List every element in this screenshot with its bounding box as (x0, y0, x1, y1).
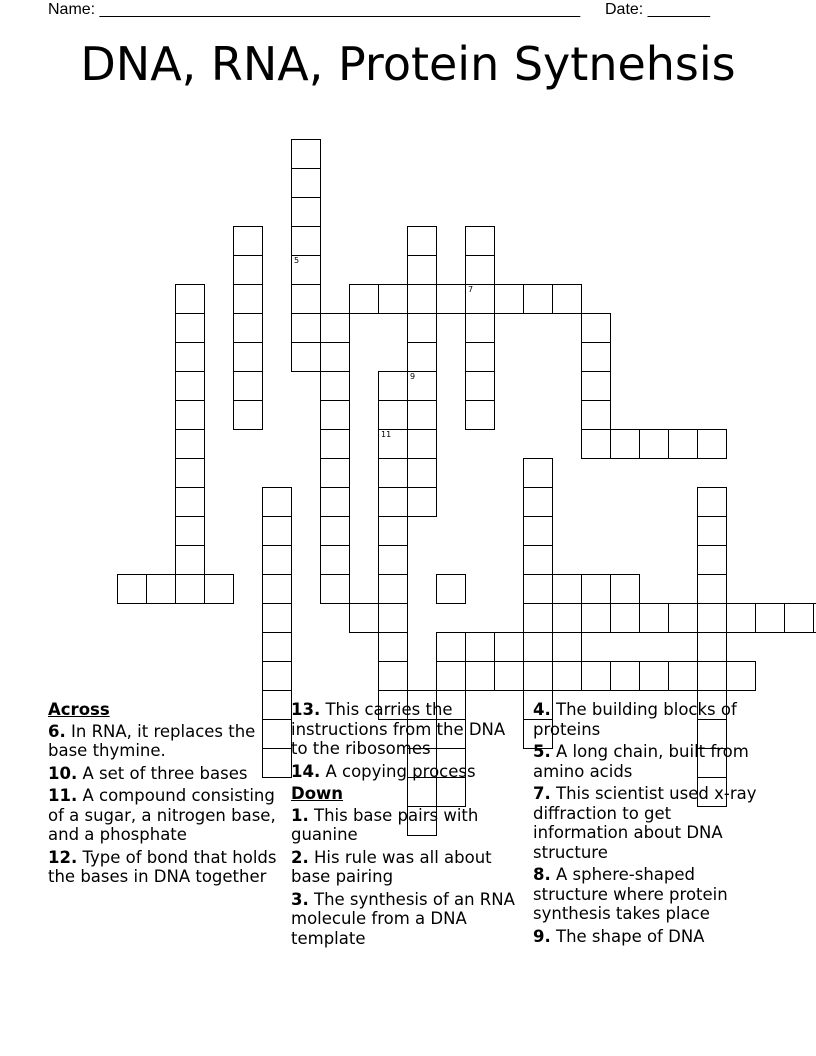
crossword-cell[interactable] (175, 516, 205, 546)
crossword-cell[interactable] (320, 313, 350, 343)
crossword-cell[interactable] (552, 661, 582, 691)
crossword-cell[interactable] (291, 168, 321, 198)
crossword-cell[interactable] (726, 661, 756, 691)
crossword-cell[interactable] (349, 603, 379, 633)
name-blank[interactable]: ______________________________________________________ (99, 1, 581, 18)
crossword-cell[interactable] (697, 632, 727, 662)
crossword-cell[interactable] (378, 284, 408, 314)
crossword-cell[interactable] (523, 632, 553, 662)
crossword-cell[interactable] (784, 603, 814, 633)
crossword-cell[interactable] (262, 487, 292, 517)
clue-number: 5 (294, 256, 300, 265)
crossword-cell[interactable] (523, 574, 553, 604)
clue-down-1: 1. This base pairs with guanine (291, 805, 479, 844)
clue-down-8: 8. A sphere-shaped structure where protein synthesis takes place (533, 865, 728, 923)
crossword-cell[interactable] (175, 284, 205, 314)
crossword-cell[interactable] (320, 545, 350, 575)
clue-down-9: 9. The shape of DNA (533, 926, 705, 946)
crossword-cell[interactable] (407, 400, 437, 430)
crossword-cell[interactable] (523, 284, 553, 314)
crossword-cell[interactable] (436, 661, 466, 691)
crossword-cell[interactable] (175, 487, 205, 517)
crossword-cell[interactable] (407, 313, 437, 343)
crossword-cell[interactable] (378, 545, 408, 575)
crossword-cell[interactable] (523, 603, 553, 633)
clue-across-10: 10. A set of three bases (48, 763, 248, 783)
crossword-cell[interactable] (291, 313, 321, 343)
crossword-cell[interactable] (320, 371, 350, 401)
crossword-cell[interactable] (262, 603, 292, 633)
crossword-cell[interactable] (262, 661, 292, 691)
crossword-cell[interactable] (175, 458, 205, 488)
crossword-cell[interactable] (465, 255, 495, 285)
clue-down-4: 4. The building blocks of proteins (533, 700, 737, 739)
crossword-cell[interactable] (117, 574, 147, 604)
crossword-cell[interactable] (697, 574, 727, 604)
crossword-cell[interactable] (465, 284, 495, 314)
crossword-cell[interactable] (494, 632, 524, 662)
clue-across-6: 6. In RNA, it replaces the base thymine. (48, 721, 256, 760)
crossword-cell[interactable] (407, 284, 437, 314)
date-label: Date: (605, 1, 644, 18)
crossword-cell[interactable] (262, 574, 292, 604)
crossword-cell[interactable] (465, 400, 495, 430)
crossword-cell[interactable] (378, 487, 408, 517)
crossword-cell[interactable] (755, 603, 785, 633)
across-heading: Across (48, 700, 110, 719)
crossword-cell[interactable] (552, 574, 582, 604)
crossword-cell[interactable] (552, 284, 582, 314)
crossword-cell[interactable] (581, 603, 611, 633)
crossword-cell[interactable] (697, 516, 727, 546)
crossword-cell[interactable] (581, 400, 611, 430)
crossword-cell[interactable] (320, 516, 350, 546)
crossword-cell[interactable] (581, 429, 611, 459)
crossword-cell[interactable] (494, 661, 524, 691)
crossword-cell[interactable] (697, 487, 727, 517)
crossword-cell[interactable] (639, 429, 669, 459)
crossword-cell[interactable] (668, 603, 698, 633)
crossword-cell[interactable] (581, 371, 611, 401)
crossword-cell[interactable] (378, 429, 408, 459)
clue-across-13: 13. This carries the instructions from the DNA to the ribosomes (291, 700, 506, 758)
crossword-cell[interactable] (465, 226, 495, 256)
clues-column-2 (291, 700, 523, 951)
crossword-cell[interactable] (523, 487, 553, 517)
crossword-cell[interactable] (697, 661, 727, 691)
crossword-cell[interactable] (320, 400, 350, 430)
crossword-cell[interactable] (378, 458, 408, 488)
crossword-cell[interactable] (262, 545, 292, 575)
crossword-cell[interactable] (610, 574, 640, 604)
clue-down-3: 3. The synthesis of an RNA molecule from a DNA template (291, 889, 515, 948)
crossword-cell[interactable] (233, 342, 263, 372)
crossword-cell[interactable] (465, 313, 495, 343)
crossword-cell[interactable] (291, 139, 321, 169)
crossword-cell[interactable] (407, 429, 437, 459)
crossword-cell[interactable] (291, 255, 321, 285)
crossword-cell[interactable] (581, 313, 611, 343)
crossword-cell[interactable] (233, 313, 263, 343)
crossword-cell[interactable] (175, 400, 205, 430)
crossword-cell[interactable] (175, 429, 205, 459)
crossword-cell[interactable] (175, 545, 205, 575)
crossword-cell[interactable] (320, 487, 350, 517)
crossword-cell[interactable] (523, 661, 553, 691)
crossword-cell[interactable] (175, 574, 205, 604)
crossword-cell[interactable] (378, 603, 408, 633)
crossword-cell[interactable] (146, 574, 176, 604)
crossword-cell[interactable] (291, 284, 321, 314)
date-blank[interactable]: _______ (647, 1, 710, 18)
crossword-cell[interactable] (262, 516, 292, 546)
crossword-cell[interactable] (233, 255, 263, 285)
crossword-cell[interactable] (175, 371, 205, 401)
crossword-cell[interactable] (552, 632, 582, 662)
crossword-cell[interactable] (320, 458, 350, 488)
clue-down-5: 5. A long chain, built from amino acids (533, 742, 749, 781)
crossword-cell[interactable] (407, 371, 437, 401)
crossword-cell[interactable] (233, 371, 263, 401)
crossword-cell[interactable] (378, 632, 408, 662)
crossword-cell[interactable] (320, 429, 350, 459)
crossword-cell[interactable] (552, 603, 582, 633)
crossword-cell[interactable] (697, 545, 727, 575)
crossword-cell[interactable] (407, 342, 437, 372)
crossword-cell[interactable] (668, 661, 698, 691)
crossword-cell[interactable] (291, 342, 321, 372)
crossword-cell[interactable] (436, 284, 466, 314)
clues-column-3 (533, 700, 765, 949)
crossword-cell[interactable] (668, 429, 698, 459)
crossword-cell[interactable] (175, 313, 205, 343)
crossword-cell[interactable] (581, 574, 611, 604)
crossword-cell[interactable] (320, 574, 350, 604)
crossword-cell[interactable] (204, 574, 234, 604)
crossword-cell[interactable] (233, 400, 263, 430)
crossword-cell[interactable] (523, 458, 553, 488)
clue-down-7: 7. This scientist used x-ray diffraction to get information about DNA structure (533, 784, 757, 862)
crossword-cell[interactable] (407, 226, 437, 256)
crossword-cell[interactable] (610, 603, 640, 633)
crossword-cell[interactable] (436, 632, 466, 662)
crossword-cell[interactable] (378, 400, 408, 430)
crossword-cell[interactable] (523, 545, 553, 575)
crossword-cell[interactable] (378, 574, 408, 604)
clue-across-12: 12. Type of bond that holds the bases in DNA together (48, 847, 277, 886)
crossword-cell[interactable] (465, 342, 495, 372)
crossword-cell[interactable] (407, 255, 437, 285)
page-title: DNA, RNA, Protein Sytnehsis (80, 37, 736, 91)
clue-number: 11 (381, 430, 392, 439)
crossword-cell[interactable] (291, 197, 321, 227)
clue-across-11: 11. A compound consisting of a sugar, a nitrogen base, and a phosphate (48, 786, 276, 844)
clue-down-2: 2. His rule was all about base pairing (291, 847, 492, 886)
crossword-cell[interactable] (349, 284, 379, 314)
crossword-cell[interactable] (697, 603, 727, 633)
crossword-cell[interactable] (465, 371, 495, 401)
crossword-cell[interactable] (378, 516, 408, 546)
crossword-cell[interactable] (639, 661, 669, 691)
crossword-cell[interactable] (175, 342, 205, 372)
crossword-cell[interactable] (233, 284, 263, 314)
down-heading: Down (291, 784, 344, 803)
crossword-cell[interactable] (610, 429, 640, 459)
crossword-cell[interactable] (465, 632, 495, 662)
clues-column-1 (48, 700, 280, 890)
crossword-cell[interactable] (726, 603, 756, 633)
crossword-cell[interactable] (610, 661, 640, 691)
crossword-cell[interactable] (697, 429, 727, 459)
crossword-cell[interactable] (407, 458, 437, 488)
crossword-cell[interactable] (639, 603, 669, 633)
crossword-cell[interactable] (581, 342, 611, 372)
crossword-cell[interactable] (581, 661, 611, 691)
clue-across-14: 14. A copying process (291, 761, 476, 781)
crossword-cell[interactable] (378, 371, 408, 401)
crossword-cell[interactable] (262, 632, 292, 662)
crossword-cell[interactable] (378, 661, 408, 691)
crossword-cell[interactable] (320, 342, 350, 372)
clue-number: 7 (468, 285, 474, 294)
crossword-cell[interactable] (494, 284, 524, 314)
crossword-cell[interactable] (436, 574, 466, 604)
crossword-cell[interactable] (233, 226, 263, 256)
name-label: Name: (48, 1, 96, 18)
clue-number: 9 (410, 372, 416, 381)
crossword-cell[interactable] (291, 226, 321, 256)
crossword-cell[interactable] (465, 661, 495, 691)
crossword-cell[interactable] (523, 516, 553, 546)
crossword-cell[interactable] (407, 487, 437, 517)
